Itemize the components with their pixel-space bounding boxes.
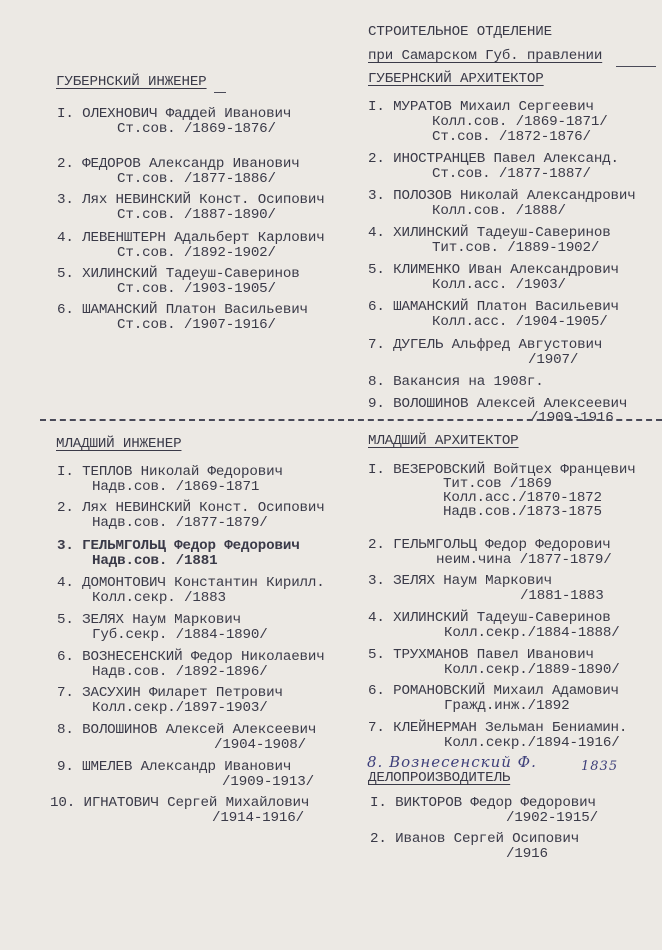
list-item-rank: Ст.сов. /1869-1876/ bbox=[117, 121, 276, 137]
list-item-rank: Ст.сов. /1872-1876/ bbox=[432, 129, 591, 145]
list-item-rank: /1914-1916/ bbox=[212, 810, 305, 826]
list-item-rank: Ст.сов. /1877-1886/ bbox=[117, 171, 276, 187]
list-item-rank: Колл.сов. /1869-1871/ bbox=[432, 114, 608, 130]
list-item-rank: Колл.секр./1884-1888/ bbox=[444, 625, 620, 641]
list-item: 2. Лях НЕВИНСКИЙ Конст. Осипович bbox=[57, 500, 325, 516]
list-item: 4. ДОМОНТОВИЧ Константин Кирилл. bbox=[57, 575, 325, 591]
list-item-rank: Колл.секр./1897-1903/ bbox=[92, 700, 268, 716]
list-item-rank: Ст.сов. /1892-1902/ bbox=[117, 245, 276, 261]
list-item: 7. ЗАСУХИН Филарет Петрович bbox=[57, 685, 283, 701]
list-item-rank: Тит.сов. /1889-1902/ bbox=[432, 240, 600, 256]
list-item: I. ОЛЕХНОВИЧ Фаддей Иванович bbox=[57, 106, 292, 122]
list-item: 8. Вакансия на 1908г. bbox=[368, 374, 544, 390]
list-item-rank: /1916 bbox=[506, 846, 548, 862]
list-item-rank: Ст.сов. /1877-1887/ bbox=[432, 166, 591, 182]
list-item-rank: Надв.сов. /1892-1896/ bbox=[92, 664, 268, 680]
section-divider bbox=[40, 419, 662, 421]
list-item: 5. ЗЕЛЯХ Наум Маркович bbox=[57, 612, 242, 628]
list-item: I. ВИКТОРОВ Федор Федорович bbox=[370, 795, 596, 811]
list-item-rank: Гражд.инж./1892 bbox=[444, 698, 570, 714]
list-item-rank: неим.чина /1877-1879/ bbox=[436, 552, 612, 568]
list-item-rank: /1904-1908/ bbox=[214, 737, 307, 753]
list-item: 6. ШАМАНСКИЙ Платон Васильевич bbox=[57, 302, 308, 318]
list-item-rank: Колл.секр./1889-1890/ bbox=[444, 662, 620, 678]
list-item: 10. ИГНАТОВИЧ Сергей Михайлович bbox=[50, 795, 310, 811]
list-item: 6. РОМАНОВСКИЙ Михаил Адамович bbox=[368, 683, 619, 699]
list-item-rank: Ст.сов. /1887-1890/ bbox=[117, 207, 276, 223]
list-item: 2. ФЕДОРОВ Александр Иванович bbox=[57, 156, 300, 172]
list-item-rank: Колл.сов. /1888/ bbox=[432, 203, 566, 219]
list-item-rank: Ст.сов. /1907-1916/ bbox=[117, 317, 276, 333]
list-item-rank: Ст.сов. /1903-1905/ bbox=[117, 281, 276, 297]
list-item: 5. КЛИМЕНКО Иван Александрович bbox=[368, 262, 619, 278]
heading-junior-architect: МЛАДШИЙ АРХИТЕКТОР bbox=[368, 433, 519, 449]
list-item-rank: Надв.сов. /1881 bbox=[92, 553, 218, 569]
list-item: 7. КЛЕЙНЕРМАН Зельман Бениамин. bbox=[368, 720, 628, 736]
list-item: 9. ВОЛОШИНОВ Алексей Алексеевич bbox=[368, 396, 628, 412]
list-item: 3. ЗЕЛЯХ Наум Маркович bbox=[368, 573, 553, 589]
heading-gubernsky-engineer: ГУБЕРНСКИЙ ИНЖЕНЕР bbox=[56, 74, 207, 90]
list-item-rank: /1881-1883 bbox=[520, 588, 604, 604]
list-item: 6. ШАМАНСКИЙ Платон Васильевич bbox=[368, 299, 619, 315]
list-item-rank: Колл.асс. /1903/ bbox=[432, 277, 566, 293]
list-item-rank: Колл.секр. /1883 bbox=[92, 590, 226, 606]
heading-junior-engineer: МЛАДШИЙ ИНЖЕНЕР bbox=[56, 436, 182, 452]
list-item: 2. ИНОСТРАНЦЕВ Павел Александ. bbox=[368, 151, 619, 167]
list-item: I. ВЕЗЕРОВСКИЙ Войтцех Францевич bbox=[368, 462, 636, 478]
department-title: СТРОИТЕЛЬНОЕ ОТДЕЛЕНИЕ bbox=[368, 24, 553, 40]
list-item-rank: /1902-1915/ bbox=[506, 810, 599, 826]
heading-gubernsky-architect: ГУБЕРНСКИЙ АРХИТЕКТОР bbox=[368, 71, 544, 87]
list-item-rank: Колл.асс. /1904-1905/ bbox=[432, 314, 608, 330]
list-item-rank: Надв.сов. /1869-1871 bbox=[92, 479, 260, 495]
list-item-rank: Надв.сов./1873-1875 bbox=[443, 504, 602, 520]
list-item: 2. ГЕЛЬМГОЛЬЦ Федор Федорович bbox=[368, 537, 611, 553]
list-item-rank: Колл.асс./1870-1872 bbox=[443, 490, 602, 506]
list-item: 8. ВОЛОШИНОВ Алексей Алексеевич bbox=[57, 722, 317, 738]
list-item: I. МУРАТОВ Михаил Сергеевич bbox=[368, 99, 594, 115]
list-item: 2. Иванов Сергей Осипович bbox=[370, 831, 580, 847]
list-item-rank: /1909-1916 bbox=[530, 410, 614, 426]
handwritten-year: 1835 bbox=[581, 759, 619, 774]
list-item: 3. Лях НЕВИНСКИЙ Конст. Осипович bbox=[57, 192, 325, 208]
list-item: 3. ПОЛОЗОВ Николай Александрович bbox=[368, 188, 636, 204]
list-item-rank: /1909-1913/ bbox=[222, 774, 315, 790]
subtitle-extension-rule bbox=[616, 66, 656, 67]
list-item: 5. ТРУХМАНОВ Павел Иванович bbox=[368, 647, 594, 663]
handwritten-entry: 8. Вознесенский Ф. bbox=[367, 753, 537, 771]
list-item: 9. ШМЕЛЕВ Александр Иванович bbox=[57, 759, 292, 775]
list-item-rank: Надв.сов. /1877-1879/ bbox=[92, 515, 268, 531]
list-item: 6. ВОЗНЕСЕНСКИЙ Федор Николаевич bbox=[57, 649, 325, 665]
list-item-rank: /1907/ bbox=[528, 352, 579, 368]
list-item-rank: Тит.сов /1869 bbox=[443, 476, 552, 492]
list-item: 4. ЛЕВЕНШТЕРН Адальберт Карлович bbox=[57, 230, 325, 246]
list-item-rank: Колл.секр./1894-1916/ bbox=[444, 735, 620, 751]
list-item: 3. ГЕЛЬМГОЛЬЦ Федор Федорович bbox=[57, 538, 300, 554]
heading-extension-rule bbox=[214, 92, 226, 93]
department-subtitle: при Самарском Губ. правлении bbox=[368, 48, 603, 64]
list-item: 4. ХИЛИНСКИЙ Тадеуш-Саверинов bbox=[368, 610, 611, 626]
list-item: 7. ДУГЕЛЬ Альфред Августович bbox=[368, 337, 603, 353]
list-item: 5. ХИЛИНСКИЙ Тадеуш-Саверинов bbox=[57, 266, 300, 282]
list-item: I. ТЕПЛОВ Николай Федорович bbox=[57, 464, 283, 480]
list-item: 4. ХИЛИНСКИЙ Тадеуш-Саверинов bbox=[368, 225, 611, 241]
list-item-rank: Губ.секр. /1884-1890/ bbox=[92, 627, 268, 643]
heading-clerk: ДЕЛОПРОИЗВОДИТЕЛЬ bbox=[368, 770, 511, 786]
